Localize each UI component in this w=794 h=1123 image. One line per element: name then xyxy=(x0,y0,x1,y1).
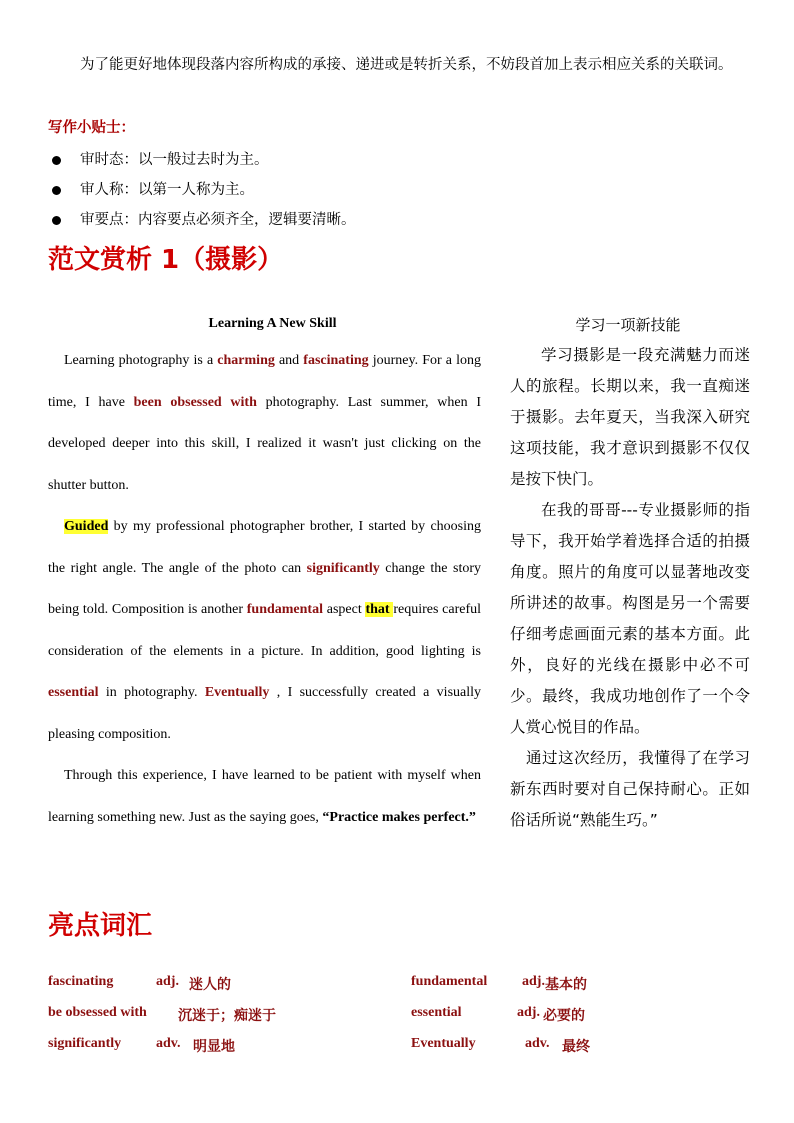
vocab-meaning: 迷人的 xyxy=(189,977,231,993)
vocab-meaning: 沉迷于；痴迷于 xyxy=(178,1008,276,1024)
translation-body xyxy=(510,340,750,836)
translation-paragraph-2: 在我的哥哥---专业摄影师的指导下，我开始学着选择合适的拍摄角度。照片的角度可以显著地改变所讲述的故事。构图是另一个需要仔细考虑画面元素的基本方面。此外，良好的光线在摄影中必不可少。最终，我成功地创作了一个令人赏心悦目的作品。 xyxy=(510,501,750,736)
essay-paragraph-2: Guided by my professional photographer brother, I started by choosing the right angle. The angle of the photo can significantly change the story being told. Composition is another fundamental aspect that requires careful consideration of the elements in a picture. In addition, good lighting is essential in photography. Eventually , I successfully created a visually pleasing composition. xyxy=(48,519,482,742)
vocab-meaning: 基本的 xyxy=(545,977,587,993)
essay-body xyxy=(48,340,481,838)
vocab-word: fascinating xyxy=(48,974,114,989)
vocab-pos: adv. xyxy=(525,1036,550,1051)
vocab-pos: adj. xyxy=(517,1005,540,1020)
tips-title: 写作小贴士： xyxy=(48,120,135,136)
vocab-word: Eventually xyxy=(411,1036,476,1051)
bullet-icon xyxy=(52,216,61,225)
essay-paragraph-3: Through this experience, I have learned to be patient with myself when learning something new. Just as the saying goes, “Practice makes perfect.” xyxy=(48,768,481,825)
vocab-pos: adj. xyxy=(156,974,179,989)
vocab-word: fundamental xyxy=(411,974,488,989)
section1-title: 范文赏析 1（摄影） xyxy=(48,245,284,275)
bullet-icon xyxy=(52,186,61,195)
tip-item: 审要点：内容要点必须齐全，逻辑要清晰。 xyxy=(48,205,356,235)
translation-paragraph-1: 学习摄影是一段充满魅力而迷人的旅程。长期以来，我一直痴迷于摄影。去年夏天，当我深入研究这项技能，我才意识到摄影不仅仅是按下快门。 xyxy=(510,346,750,488)
vocab-word: be obsessed with xyxy=(48,1005,147,1020)
essay-paragraph-1: Learning photography is a charming and fascinating journey. For a long time, I have been obsessed with photography. Last summer, when I developed deeper into this skill, I realized it wasn't just clicking on the shutter button. xyxy=(48,353,481,493)
tip-item: 审时态：以一般过去时为主。 xyxy=(48,145,356,175)
vocab-meaning: 必要的 xyxy=(543,1008,585,1024)
essay-title: Learning A New Skill xyxy=(208,316,337,331)
vocab-pos: adj. xyxy=(522,974,545,989)
tips-list xyxy=(48,145,356,235)
translation-paragraph-3: 通过这次经历，我懂得了在学习新东西时要对自己保持耐心。正如俗话所说“熟能生巧。” xyxy=(510,749,750,829)
vocab-pos: adv. xyxy=(156,1036,181,1051)
vocab-word: essential xyxy=(411,1005,462,1020)
translation-title: 学习一项新技能 xyxy=(575,316,681,334)
intro-paragraph: 为了能更好地体现段落内容所构成的承接、递进或是转折关系，不妨段首加上表示相应关系的关联词。 xyxy=(80,57,733,73)
vocab-meaning: 明显地 xyxy=(193,1039,235,1055)
section2-title: 亮点词汇 xyxy=(48,911,153,941)
vocab-word: significantly xyxy=(48,1036,122,1051)
tip-item: 审人称：以第一人称为主。 xyxy=(48,175,356,205)
vocab-meaning: 最终 xyxy=(562,1039,590,1055)
bullet-icon xyxy=(52,156,61,165)
